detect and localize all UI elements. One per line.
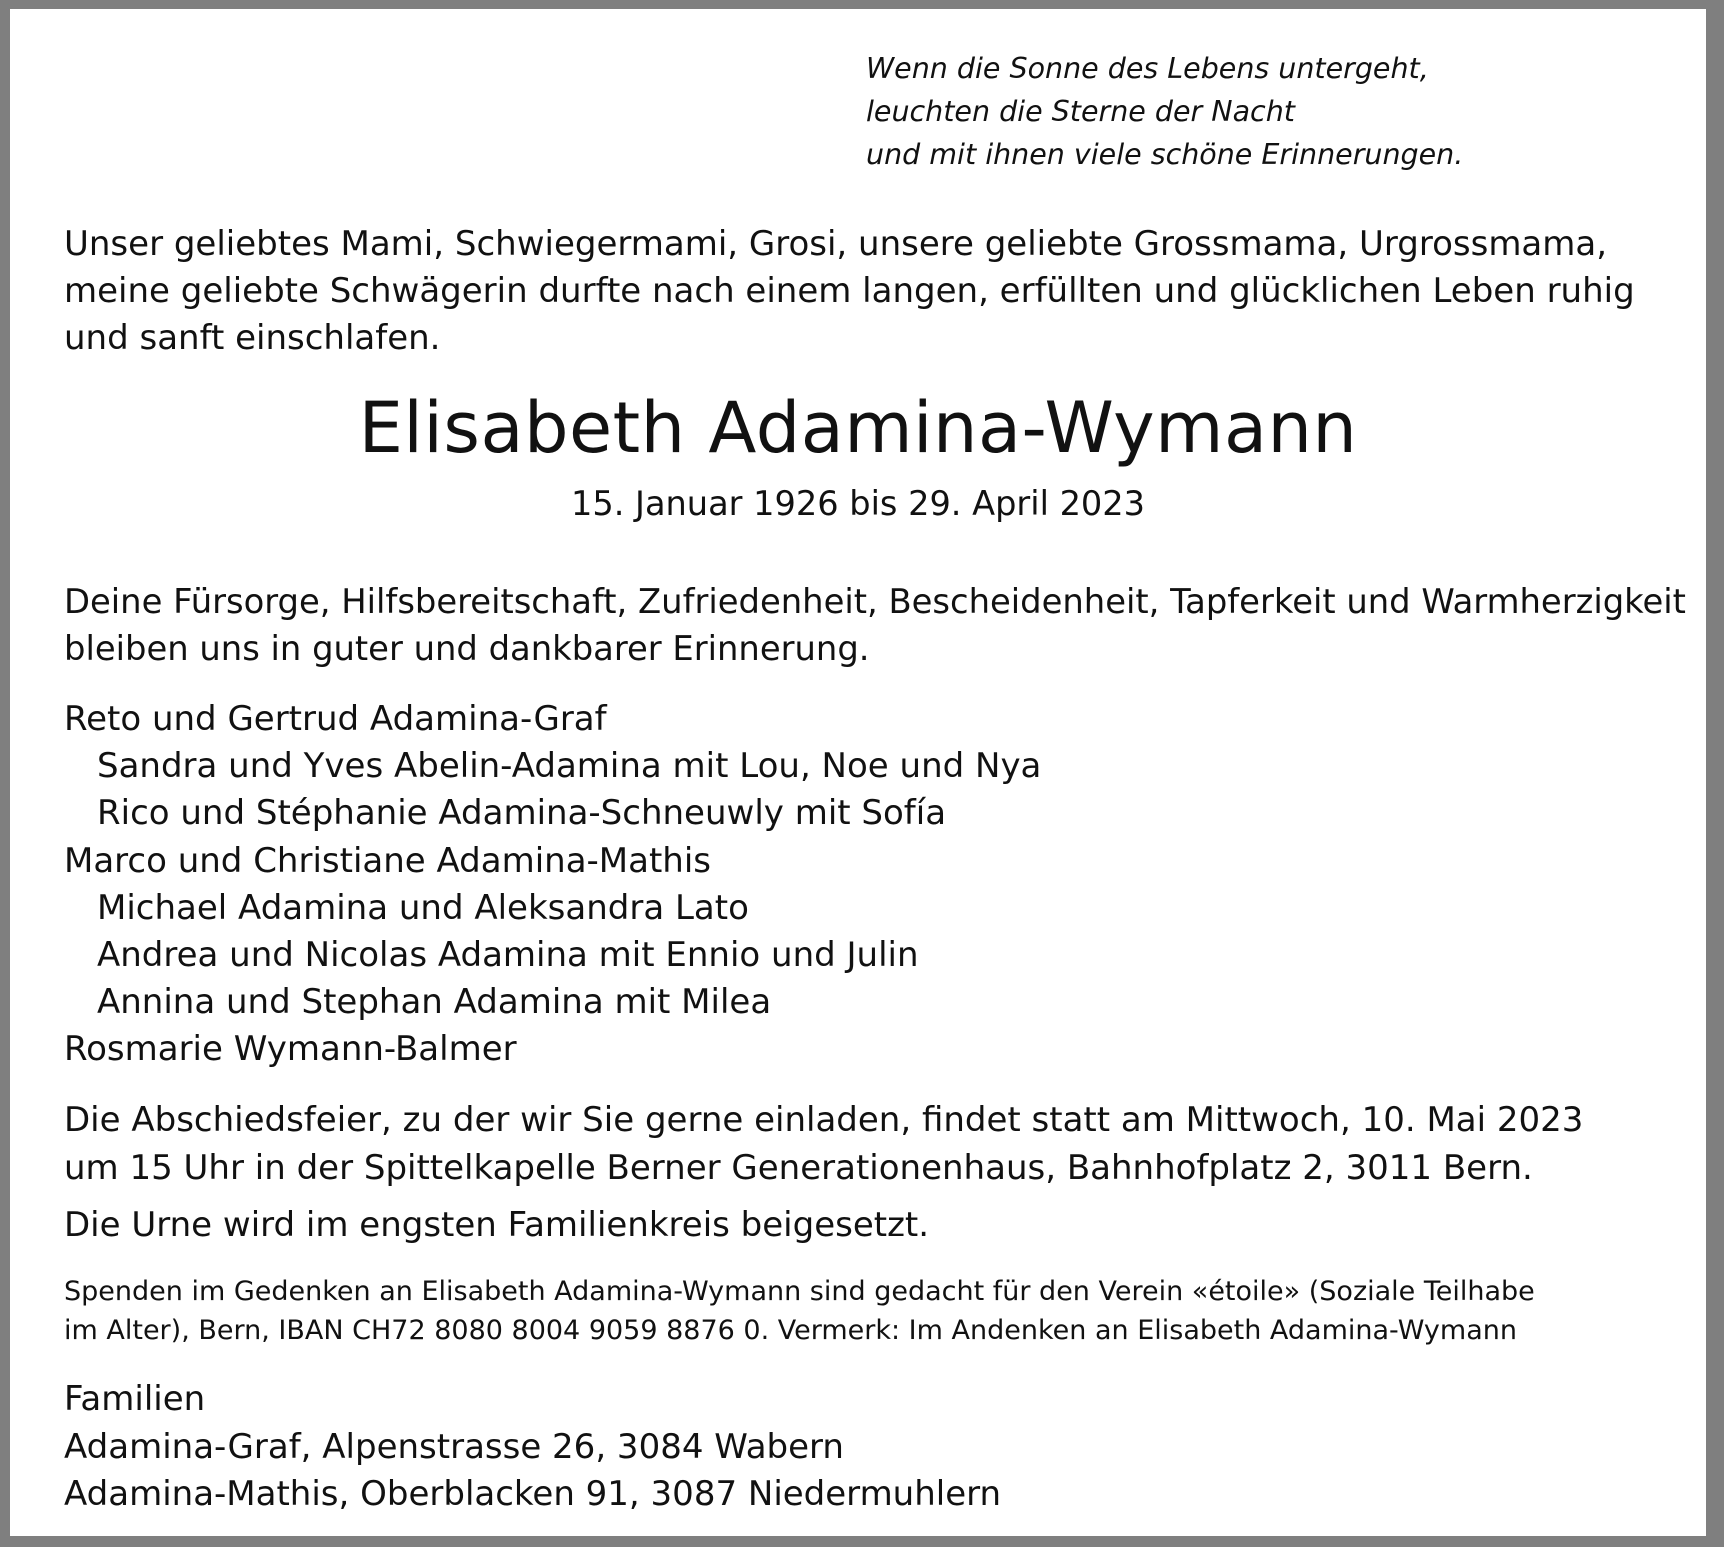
family-address: Adamina-Mathis, Oberblacken 91, 3087 Niedermuhlern — [64, 1474, 1002, 1514]
intro-paragraph — [64, 221, 1635, 362]
urn-note: Die Urne wird im engsten Familienkreis beigesetzt. — [64, 1205, 930, 1245]
deceased-name: Elisabeth Adamina-Wymann — [358, 387, 1358, 469]
mourner-grandchild: Andrea und Nicolas Adamina mit Ennio und Julin — [97, 935, 919, 976]
mourners-list — [64, 696, 1041, 1074]
mourner-grandchild: Rico und Stéphanie Adamina-Schneuwly mit Sofía — [97, 793, 947, 834]
family-address: Adamina-Graf, Alpenstrasse 26, 3084 Wabern — [64, 1426, 844, 1467]
tribute-line: bleiben uns in guter und dankbarer Erinnerung. — [64, 629, 870, 668]
mourner-grandchild: Michael Adamina und Aleksandra Lato — [97, 887, 749, 928]
families-addresses — [64, 1376, 1001, 1519]
donation-note — [64, 1272, 1535, 1350]
tribute-line: Deine Fürsorge, Hilfsbereitschaft, Zufriedenheit, Bescheidenheit, Tapferkeit und Warmherzigkeit — [64, 582, 1686, 621]
service-line: Die Abschiedsfeier, zu der wir Sie gerne einladen, findet statt am Mittwoch, 10. Mai 2023 — [64, 1100, 1584, 1140]
intro-line: meine geliebte Schwägerin durfte nach einem langen, erfüllten und glücklichen Leben ruhig — [64, 271, 1635, 311]
mourner-family-head: Reto und Gertrud Adamina-Graf — [64, 699, 607, 739]
motto-verse — [866, 47, 1463, 176]
families-heading: Familien — [64, 1379, 206, 1419]
mourner-family-head: Rosmarie Wymann-Balmer — [64, 1029, 517, 1070]
motto-line: Wenn die Sonne des Lebens untergeht, — [866, 52, 1429, 85]
tribute-paragraph — [64, 578, 1686, 672]
mourner-family-head: Marco und Christiane Adamina-Mathis — [64, 840, 712, 881]
donation-line: Spenden im Gedenken an Elisabeth Adamina-Wymann sind gedacht für den Verein «étoile» (Soziale Teilhabe — [64, 1276, 1535, 1307]
service-announcement — [64, 1096, 1583, 1192]
mourner-grandchild: Annina und Stephan Adamina mit Milea — [97, 982, 772, 1023]
obituary-notice — [10, 9, 1706, 1536]
intro-line: Unser geliebtes Mami, Schwiegermami, Grosi, unsere geliebte Grossmama, Urgrossmama, — [64, 224, 1608, 264]
donation-line: im Alter), Bern, IBAN CH72 8080 8004 9059 8876 0. Vermerk: Im Andenken an Elisabeth Adamina-Wymann — [64, 1315, 1517, 1346]
mourner-grandchild: Sandra und Yves Abelin-Adamina mit Lou, Noe und Nya — [97, 746, 1042, 787]
motto-line: leuchten die Sterne der Nacht — [866, 95, 1295, 128]
intro-line: und sanft einschlafen. — [64, 318, 441, 358]
service-line: um 15 Uhr in der Spittelkapelle Berner Generationenhaus, Bahnhofplatz 2, 3011 Bern. — [64, 1148, 1533, 1188]
life-dates: 15. Januar 1926 bis 29. April 2023 — [570, 484, 1146, 523]
motto-line: und mit ihnen viele schöne Erinnerungen. — [866, 138, 1464, 171]
